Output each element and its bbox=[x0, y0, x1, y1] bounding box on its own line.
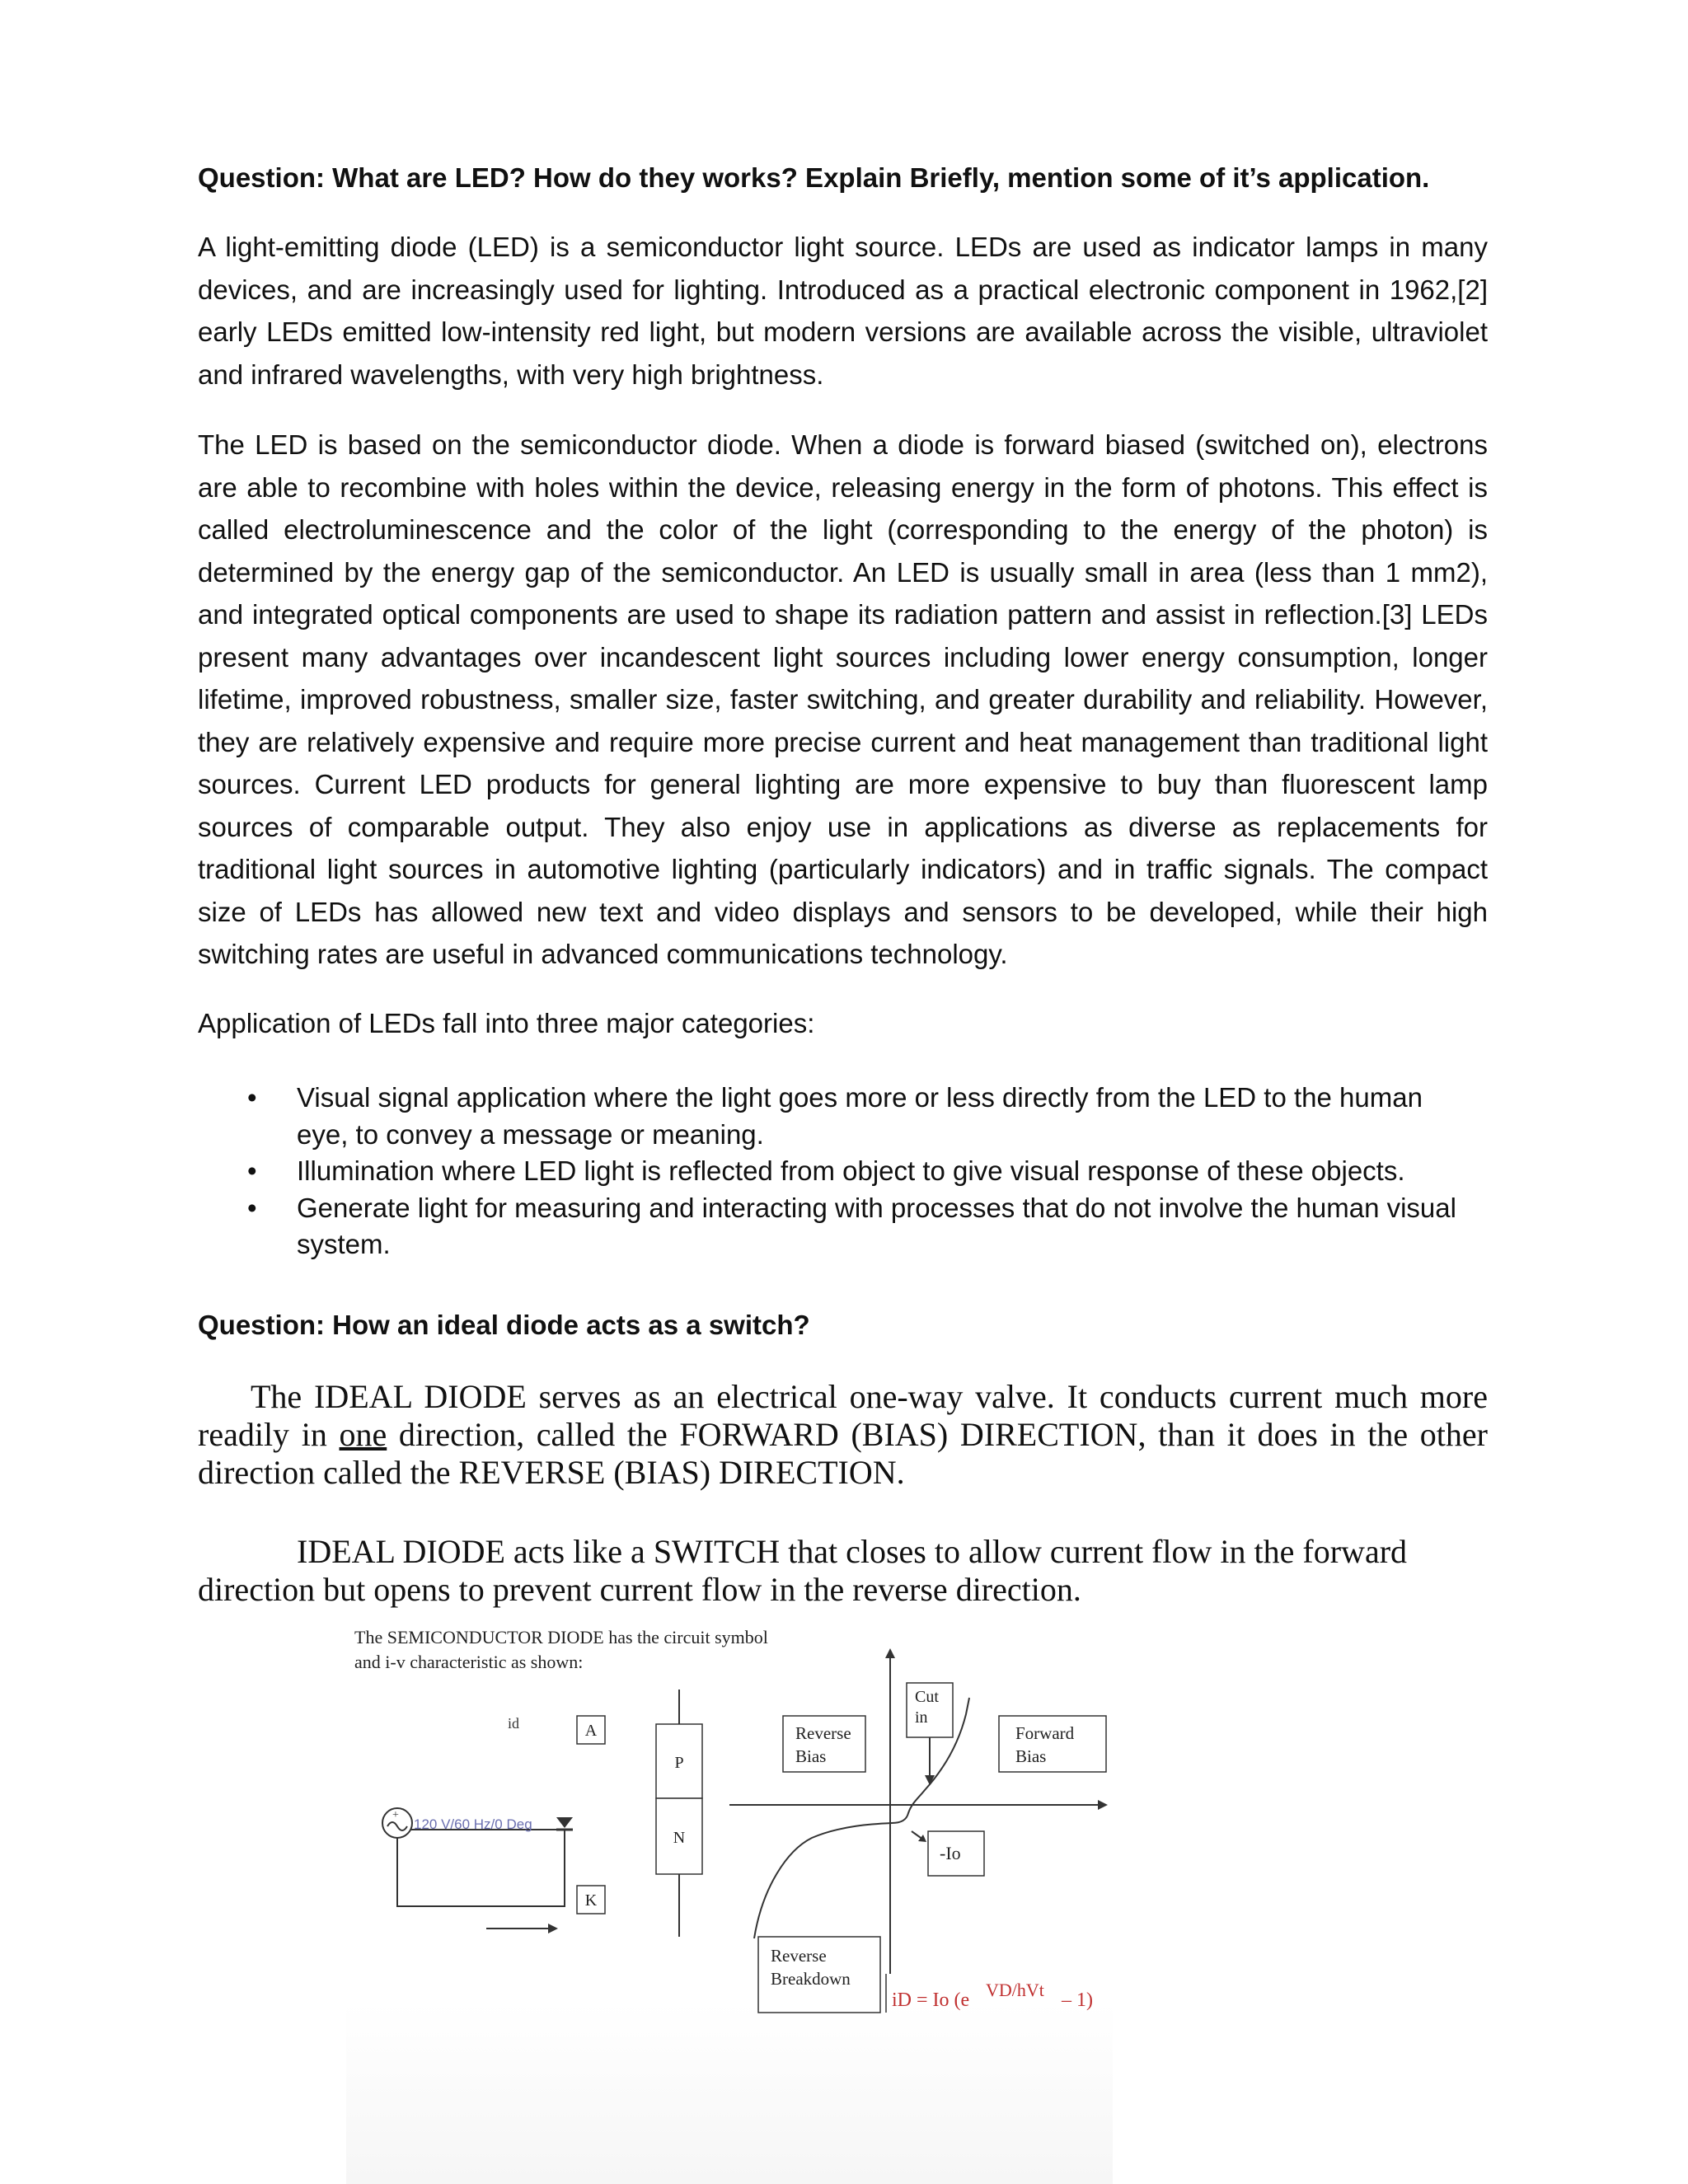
cut-in-arrow-icon bbox=[925, 1737, 935, 1785]
svg-text:+: + bbox=[392, 1809, 399, 1821]
figure-caption-line: and i-v characteristic as shown: bbox=[354, 1652, 584, 1672]
paragraph-led-physics: The LED is based on the semiconductor diode. When a diode is forward biased (switched on), electrons are able to recombine with holes within the device, releasing energy in the form of photons. This effect is called electroluminescence and the color of the light (corresponding to the energy of the photon) is determined by the energy gap of the semiconductor. An LED is usually small in area (less than 1 mm2), and integrated optical components are used to shape its radiation pattern and assist in reflection.[3] LEDs present many advantages over incandescent light sources including lower energy consumption, longer lifetime, improved robustness, smaller size, faster switching, and greater durability and reliability. However, they are relatively expensive and require more precise current and heat management than traditional light sources. Current LED products for general lighting are more expensive to buy than fluorescent lamp sources of comparable output. They also enjoy use in applications as diverse as replacements for traditional light sources in automotive lighting (particularly indicators) and in traffic signals. The compact size of LEDs has allowed new text and video displays and sensors to be developed, while their high switching rates are useful in advanced communications technology. bbox=[198, 429, 1488, 969]
paragraph-led-intro: A light-emitting diode (LED) is a semiconductor light source. LEDs are used as indicator lamps in many devices, and are increasingly used for lighting. Introduced as a practical electronic component in 1962,[2] early LEDs emitted low-intensity red light, but modern versions are available across the visible, ultraviolet and infrared wavelengths, with very high brightness. bbox=[198, 232, 1488, 390]
bullet-icon: • bbox=[247, 1192, 257, 1223]
bullet-icon: • bbox=[247, 1082, 257, 1113]
source-label: 120 V/60 Hz/0 Deg bbox=[414, 1816, 532, 1832]
io-label: -Io bbox=[940, 1843, 961, 1863]
list-item bbox=[239, 1190, 1475, 1263]
diode-circuit bbox=[397, 1830, 565, 1906]
reverse-breakdown-label: Breakdown bbox=[771, 1969, 851, 1989]
equation-exponent: VD/hVt bbox=[986, 1980, 1044, 2000]
diode-figure bbox=[346, 1615, 1113, 2184]
bullet-icon: • bbox=[247, 1155, 257, 1186]
io-arrow-icon bbox=[912, 1831, 926, 1842]
list-item bbox=[239, 1080, 1475, 1153]
n-label: N bbox=[673, 1829, 686, 1847]
list-item-text: Generate light for measuring and interacting with processes that do not involve the human visual system. bbox=[297, 1192, 1456, 1259]
question-ideal-diode: Question: How an ideal diode acts as a switch? bbox=[198, 1310, 810, 1340]
cut-in-label: Cut bbox=[915, 1688, 939, 1706]
cut-in-label: in bbox=[915, 1708, 928, 1727]
underlined-word: one bbox=[339, 1416, 387, 1453]
paragraph-text-part: direction, called the FORWARD (BIAS) DIRECTION, than it does in the other direction called the REVERSE (BIAS) DIRECTION. bbox=[198, 1416, 1488, 1491]
paragraph-ideal-diode-valve bbox=[198, 1378, 1488, 1492]
reverse-bias-label: Reverse bbox=[795, 1723, 851, 1743]
list-item bbox=[239, 1153, 1475, 1190]
diode-symbol-icon bbox=[556, 1817, 573, 1830]
current-arrow-icon bbox=[486, 1924, 558, 1933]
equation-tail: – 1) bbox=[1062, 1990, 1093, 2011]
reverse-breakdown-label: Reverse bbox=[771, 1946, 827, 1966]
ac-source-icon bbox=[382, 1808, 412, 1838]
forward-bias-label: Forward bbox=[1015, 1723, 1075, 1743]
paragraph-ideal-diode-switch bbox=[198, 1533, 1488, 1609]
question-led: Question: What are LED? How do they works? Explain Briefly, mention some of it’s application. bbox=[198, 162, 1430, 193]
figure-caption-line: The SEMICONDUCTOR DIODE has the circuit symbol bbox=[354, 1627, 768, 1647]
diode-diagram bbox=[346, 1615, 1113, 2184]
categories-intro: Application of LEDs fall into three major categories: bbox=[198, 1008, 815, 1038]
paragraph-text-part: The IDEAL DIODE serves as an electrical one-way valve. It conducts current much more readily in bbox=[198, 1378, 1488, 1453]
list-item-text: Illumination where LED light is reflected from object to give visual response of these objects. bbox=[297, 1155, 1405, 1186]
circuit-wire bbox=[397, 1830, 565, 1906]
p-label: P bbox=[674, 1754, 684, 1772]
equation-main: iD = Io (e bbox=[892, 1990, 970, 2011]
current-label: id bbox=[508, 1715, 520, 1732]
application-list bbox=[239, 1080, 1475, 1263]
cathode-label: K bbox=[584, 1891, 598, 1910]
figure-background bbox=[346, 2003, 1113, 2184]
reverse-bias-label: Bias bbox=[795, 1746, 827, 1766]
anode-label: A bbox=[584, 1722, 598, 1740]
list-item-text: Visual signal application where the light goes more or less directly from the LED to the human eye, to convey a message or meaning. bbox=[297, 1082, 1423, 1150]
forward-bias-label: Bias bbox=[1015, 1746, 1047, 1766]
paragraph-text: IDEAL DIODE acts like a SWITCH that closes to allow current flow in the forward direction but opens to prevent current flow in the reverse direction. bbox=[198, 1533, 1408, 1608]
